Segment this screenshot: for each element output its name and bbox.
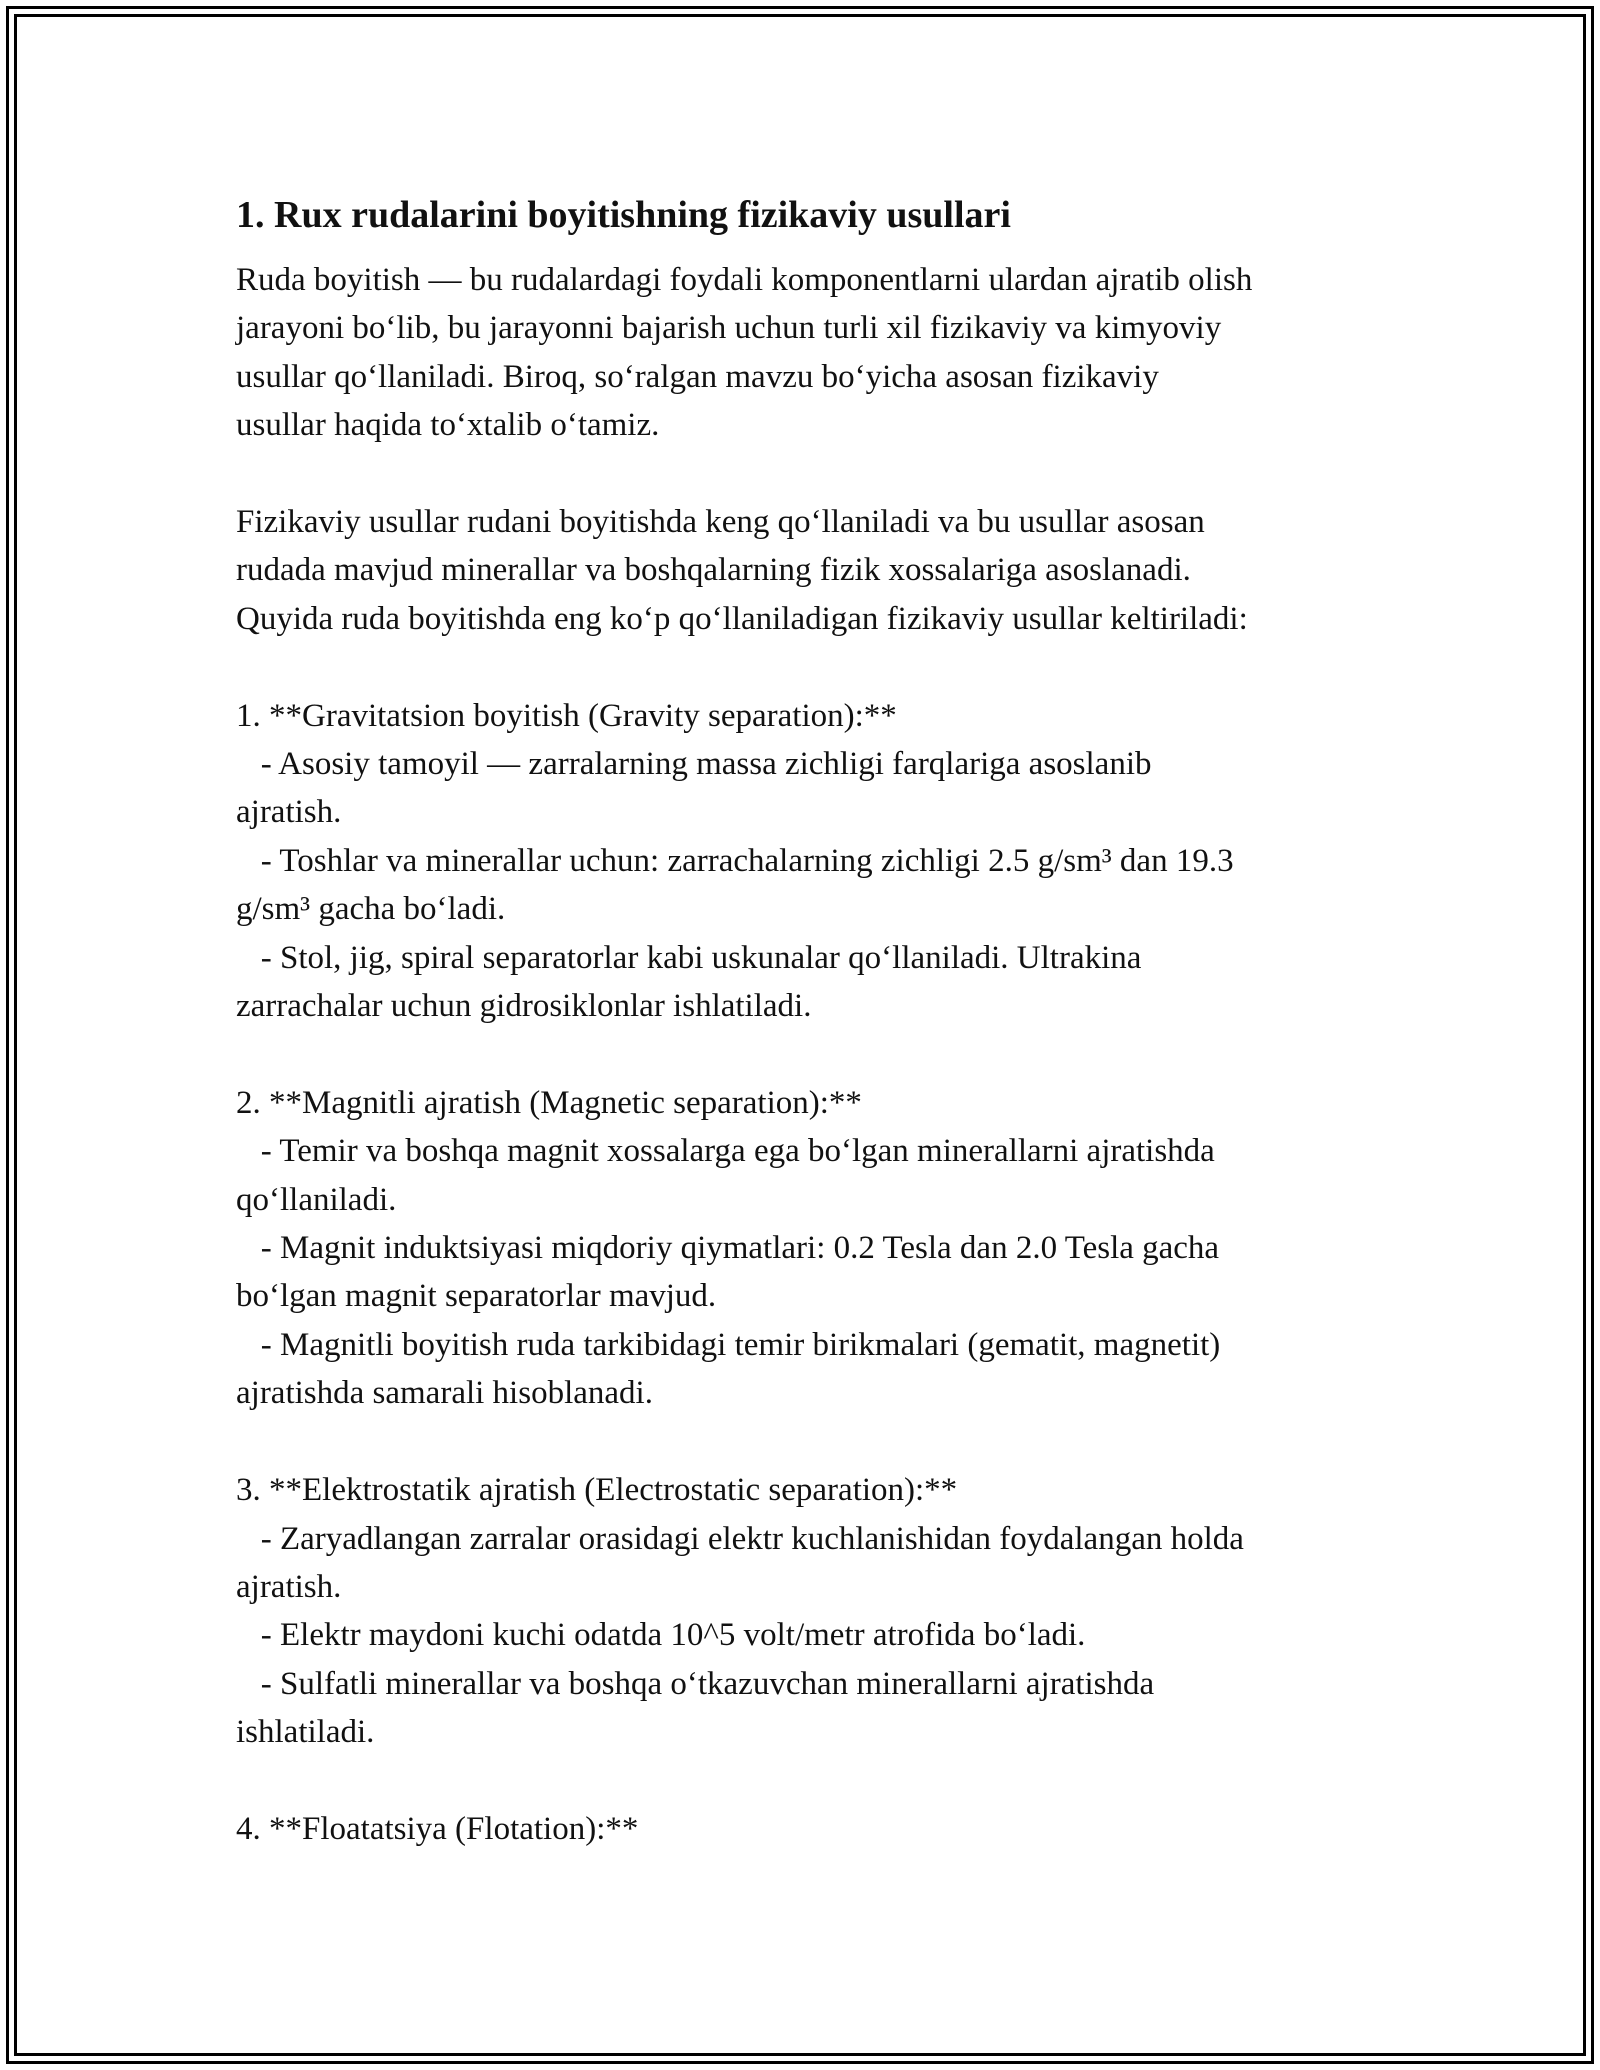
document-title: 1. Rux rudalarini boyitishning fizikaviy usullari xyxy=(236,194,1011,236)
blank-line xyxy=(236,450,1376,498)
text-line: zarrachalar uchun gidrosiklonlar ishlatiladi. xyxy=(236,988,812,1025)
text-line: - Zaryadlangan zarralar orasidagi elektr kuchlanishidan foydalangan holda xyxy=(236,1520,1244,1557)
text-line: usullar qo‘llaniladi. Biroq, so‘ralgan mavzu bo‘yicha asosan fizikaviy xyxy=(236,358,1159,395)
text-line: 3. **Elektrostatik ajratish (Electrostatic separation):** xyxy=(236,1472,958,1509)
text-line: g/sm³ gacha bo‘ladi. xyxy=(236,891,506,928)
text-line: bo‘lgan magnit separatorlar mavjud. xyxy=(236,1278,717,1315)
blank-line xyxy=(236,1418,1376,1466)
text-line: 2. **Magnitli ajratish (Magnetic separation):** xyxy=(236,1084,862,1121)
text-line: - Sulfatli minerallar va boshqa o‘tkazuvchan minerallarni ajratishda xyxy=(236,1665,1155,1702)
text-line: qo‘llaniladi. xyxy=(236,1181,397,1218)
text-line: - Magnitli boyitish ruda tarkibidagi temir birikmalari (gematit, magnetit) xyxy=(236,1326,1221,1363)
text-line: - Stol, jig, spiral separatorlar kabi uskunalar qo‘llaniladi. Ultrakina xyxy=(236,939,1142,976)
text-line: ajratishda samarali hisoblanadi. xyxy=(236,1375,653,1412)
text-line: ajratish. xyxy=(236,1568,342,1605)
text-line: - Elektr maydoni kuchi odatda 10^5 volt/metr atrofida bo‘ladi. xyxy=(236,1617,1086,1654)
text-line: Quyida ruda boyitishda eng ko‘p qo‘llaniladigan fizikaviy usullar keltiriladi: xyxy=(236,600,1248,637)
text-line: - Magnit induktsiyasi miqdoriy qiymatlari: 0.2 Tesla dan 2.0 Tesla gacha xyxy=(236,1230,1220,1267)
text-line: ishlatiladi. xyxy=(236,1714,375,1751)
text-line: 1. **Gravitatsion boyitish (Gravity separation):** xyxy=(236,697,897,734)
document-text xyxy=(236,256,1376,1853)
blank-line xyxy=(236,643,1376,691)
blank-line xyxy=(236,1030,1376,1078)
text-line: 4. **Floatatsiya (Flotation):** xyxy=(236,1810,639,1847)
text-line: - Toshlar va minerallar uchun: zarrachalarning zichligi 2.5 g/sm³ dan 19.3 xyxy=(236,842,1234,879)
text-line: usullar haqida to‘xtalib o‘tamiz. xyxy=(236,407,660,444)
document-body xyxy=(236,190,1376,1853)
text-line: rudada mavjud minerallar va boshqalarning fizik xossalariga asoslanadi. xyxy=(236,552,1191,589)
blank-line xyxy=(236,1757,1376,1805)
text-line: - Asosiy tamoyil — zarralarning massa zichligi farqlariga asoslanib xyxy=(236,746,1152,783)
text-line: Ruda boyitish — bu rudalardagi foydali komponentlarni ulardan ajratib olish xyxy=(236,262,1253,298)
text-line: - Temir va boshqa magnit xossalarga ega bo‘lgan minerallarni ajratishda xyxy=(236,1133,1215,1170)
text-line: ajratish. xyxy=(236,794,342,831)
text-line: Fizikaviy usullar rudani boyitishda keng qo‘llaniladi va bu usullar asosan xyxy=(236,504,1205,541)
text-line: jarayoni bo‘lib, bu jarayonni bajarish uchun turli xil fizikaviy va kimyoviy xyxy=(236,310,1222,347)
